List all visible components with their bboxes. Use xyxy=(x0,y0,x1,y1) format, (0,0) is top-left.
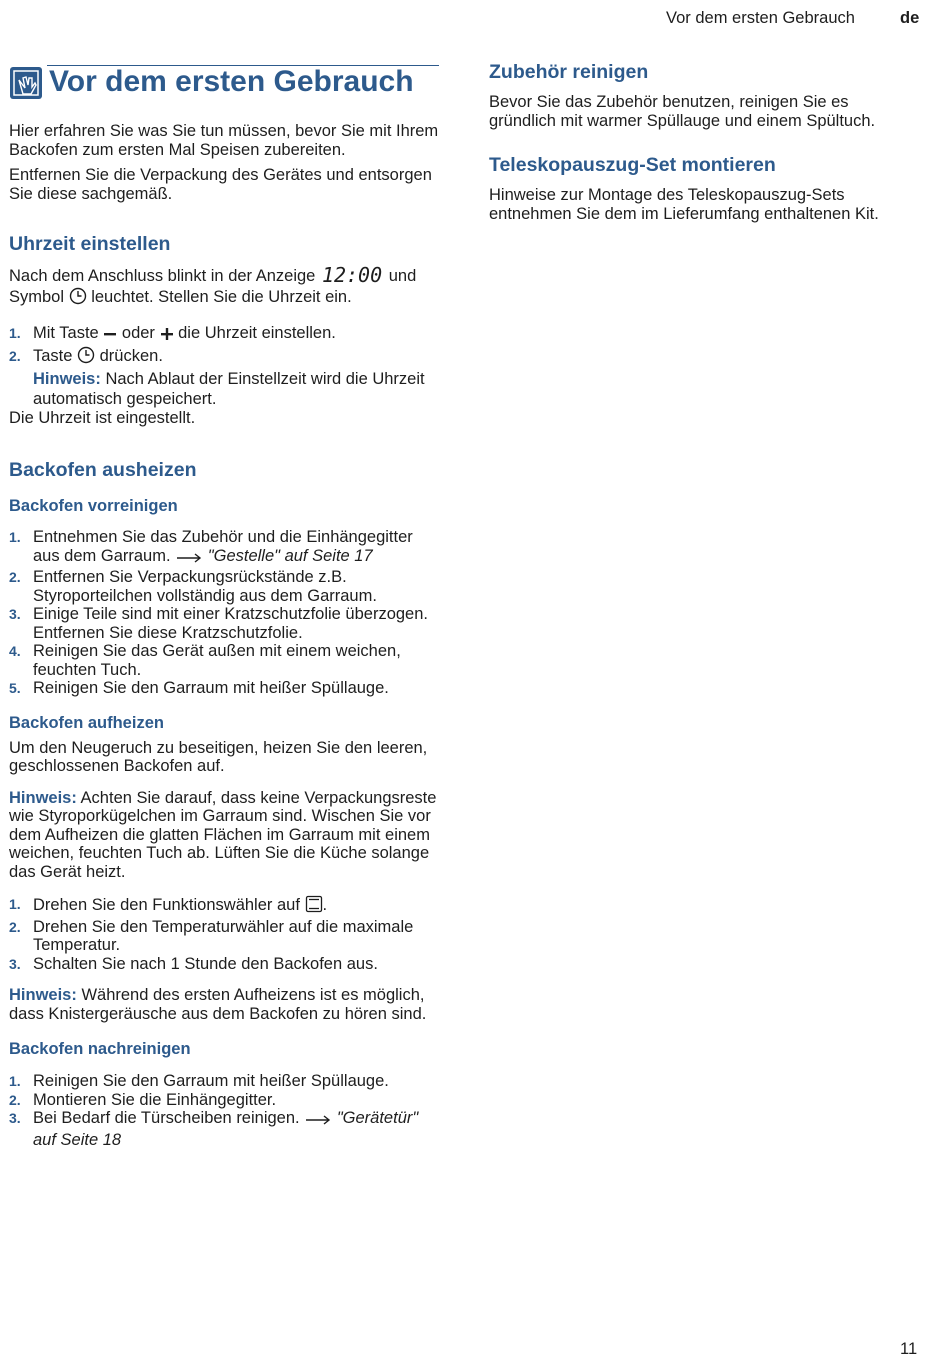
nachreinigen-steps xyxy=(9,1072,441,1149)
list-item: 4. Reinigen Sie das Gerät außen mit einem weichen, feuchten Tuch. xyxy=(9,642,401,679)
section-heading-teleskop: Teleskopauszug-Set montieren xyxy=(489,154,776,176)
list-item: 2. Drehen Sie den Temperaturwähler auf die maximale Temperatur. xyxy=(9,917,414,954)
arrow-right-icon xyxy=(175,550,203,569)
main-heading xyxy=(9,60,441,102)
uhrzeit-steps xyxy=(9,323,441,409)
list-item: 3. Bei Bedarf die Türscheiben reinigen. "Gerätetür" auf Seite 18 xyxy=(9,1109,419,1149)
list-item: 1. Entnehmen Sie das Zubehör und die Einhängegitter aus dem Garraum. "Gestelle" auf Seite 17 xyxy=(9,528,441,568)
uhrzeit-result: Die Uhrzeit ist eingestellt. xyxy=(9,409,196,427)
page-number: 11 xyxy=(900,1340,918,1358)
section-heading-zubehoer: Zubehör reinigen xyxy=(489,61,649,83)
teleskop-paragraph: Hinweise zur Montage des Teleskopauszug-Sets entnehmen Sie dem im Lieferumfang enthaltenen Kit. xyxy=(489,186,879,223)
list-item: 3. Schalten Sie nach 1 Stunde den Backofen aus. xyxy=(9,954,378,973)
cross-reference-link[interactable]: "Gerätetür" auf Seite 18 xyxy=(33,1109,419,1149)
uhrzeit-paragraph: Nach dem Anschluss blinkt in der Anzeige 12:00 und Symbol leuchtet. Stellen Sie die Uhrzeit ein. xyxy=(9,265,441,311)
subheading-nachreinigen: Backofen nachreinigen xyxy=(9,1040,191,1058)
zubehoer-paragraph: Bevor Sie das Zubehör benutzen, reinigen Sie es gründlich mit warmer Spüllauge und einem Spültuch. xyxy=(489,93,876,130)
minus-icon xyxy=(103,326,117,346)
list-item: 2. Entfernen Sie Verpackungsrückstände z.B. Styroporteilchen vollständig aus dem Garraum. xyxy=(9,568,377,605)
header-language: de xyxy=(900,9,920,27)
list-item: 1. Mit Taste oder die Uhrzeit einstellen. xyxy=(9,323,441,346)
list-item: 3. Einige Teile sind mit einer Kratzschutzfolie überzogen. Entfernen Sie diese Kratzschutzfolie. xyxy=(9,605,428,642)
section-heading-ausheizen: Backofen ausheizen xyxy=(9,459,197,481)
right-column xyxy=(489,60,919,224)
aufheizen-note: Hinweis: Achten Sie darauf, dass keine Verpackungsreste wie Styroporkügelchen im Garraum sind. Wischen Sie vor dem Aufheizen die glatten Flächen im Garraum mit einem weichen, feuchten Tuch ab. Lüften Sie die Küche solange das Gerät heizt. xyxy=(9,788,437,881)
clock-icon xyxy=(69,287,87,311)
vorreinigen-steps xyxy=(9,528,441,698)
list-item: 5. Reinigen Sie den Garraum mit heißer Spüllauge. xyxy=(9,679,389,697)
note-text: Nach Ablaut der Einstellzeit wird die Uhrzeit automatisch gespeichert. xyxy=(33,370,425,408)
cross-reference-link[interactable]: "Gestelle" auf Seite 17 xyxy=(207,546,373,565)
top-bottom-heat-icon xyxy=(305,895,323,918)
main-title: Vor dem ersten Gebrauch xyxy=(49,65,414,98)
note-label: Hinweis: xyxy=(9,788,77,807)
page-header xyxy=(0,9,950,31)
aufheizen-note-2: Hinweis: Während des ersten Aufheizens ist es möglich, dass Knistergeräusche aus dem Backofen zu hören sind. xyxy=(9,986,427,1023)
list-item: 1. Reinigen Sie den Garraum mit heißer Spüllauge. xyxy=(9,1072,389,1090)
list-item: 2. Taste drücken. Hinweis: Nach Ablaut der Einstellzeit wird die Uhrzeit automatisch gespeichert. xyxy=(9,347,425,408)
display-icon: 12:00 xyxy=(321,263,383,287)
aufheizen-steps xyxy=(9,895,441,973)
plus-icon xyxy=(160,326,174,346)
aufheizen-paragraph: Um den Neugeruch zu beseitigen, heizen Sie den leeren, geschlossenen Backofen auf. xyxy=(9,738,428,775)
note-label: Hinweis: xyxy=(9,986,77,1004)
clock-icon xyxy=(77,346,95,369)
intro-paragraph-2: Entfernen Sie die Verpackung des Gerätes und entsorgen Sie diese sachgemäß. xyxy=(9,166,432,203)
list-item: 2. Montieren Sie die Einhängegitter. xyxy=(9,1090,277,1109)
left-column xyxy=(9,60,441,1149)
section-heading-uhrzeit: Uhrzeit einstellen xyxy=(9,233,171,255)
list-item: 1. Drehen Sie den Funktionswähler auf . xyxy=(9,895,441,918)
subheading-vorreinigen: Backofen vorreinigen xyxy=(9,497,178,515)
subheading-aufheizen: Backofen aufheizen xyxy=(9,713,164,732)
header-title: Vor dem ersten Gebrauch xyxy=(666,9,855,27)
arrow-right-icon xyxy=(304,1112,332,1131)
note-label: Hinweis: xyxy=(33,370,101,388)
hand-book-icon xyxy=(9,66,43,100)
intro-paragraph: Hier erfahren Sie was Sie tun müssen, bevor Sie mit Ihrem Backofen zum ersten Mal Speisen zubereiten. xyxy=(9,122,439,159)
